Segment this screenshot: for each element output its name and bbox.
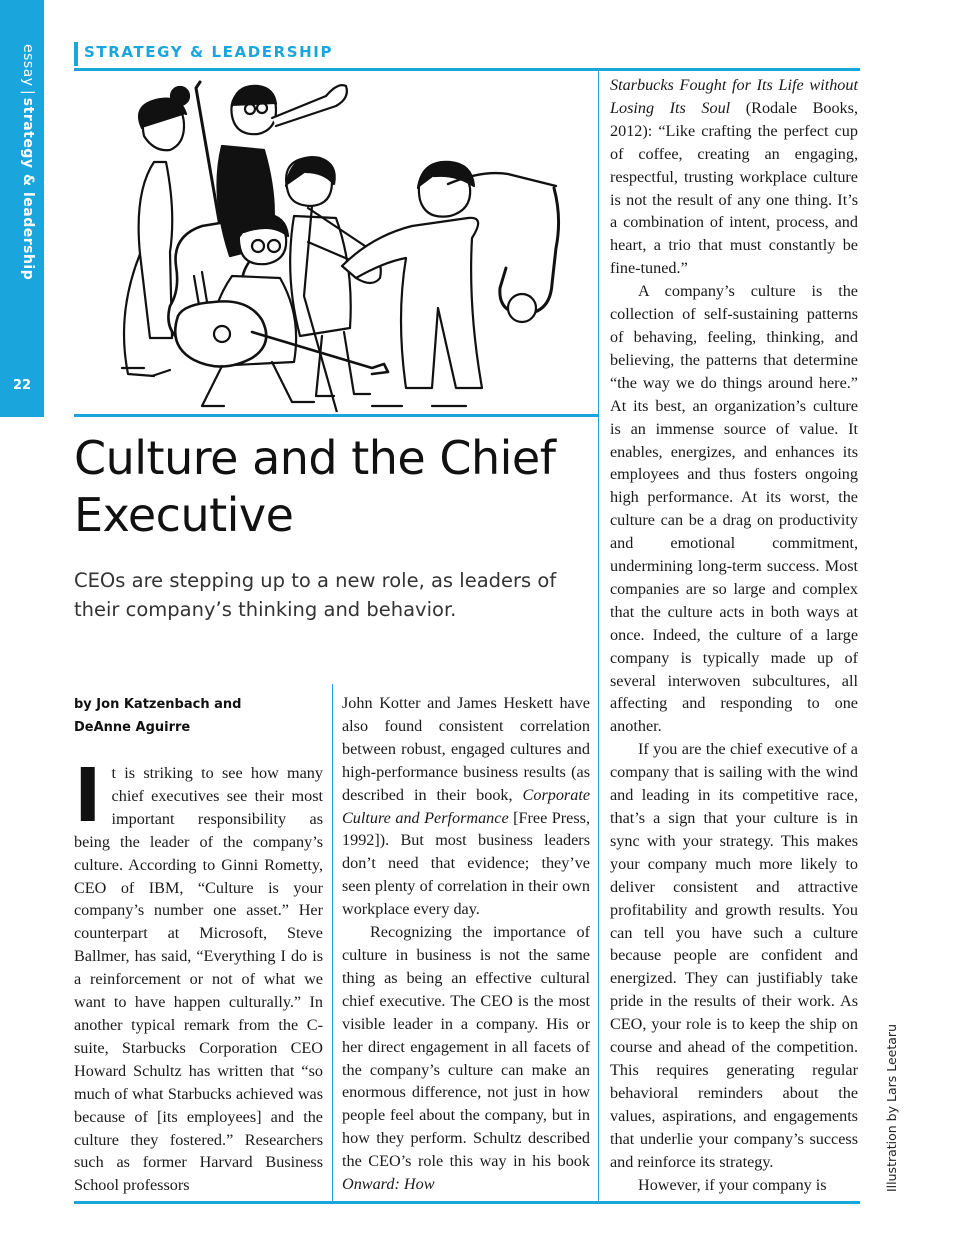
article-column-1 [74, 753, 323, 1197]
sidebar-category-prefix: essay [20, 44, 36, 87]
saxophone-player [342, 162, 559, 406]
section-label: STRATEGY & LEADERSHIP [84, 43, 334, 61]
sidebar-category-name: strategy & leadership [20, 97, 36, 281]
body-paragraph [610, 74, 858, 280]
article-column-2 [342, 692, 590, 1196]
body-paragraph [74, 753, 323, 1197]
column-divider [332, 684, 333, 1202]
article-deck: CEOs are stepping up to a new role, as leaders of their company’s thinking and behavior. [74, 569, 557, 621]
top-rule [74, 68, 860, 71]
illustration-credit: Illustration by Lars Leetaru [884, 1024, 899, 1192]
article-column-3 [610, 74, 858, 1196]
body-text: Recognizing the importance of culture in business is not the same thing as being an effective cultural chief executive. The CEO is the most visible leader in a company. His or her direct engagement in all facets of the company’s culture can make an enormous difference, not just in how people feel about the company, but in how they perform. Schultz described the CEO’s role this way in his book [342, 923, 590, 1171]
byline [74, 693, 324, 739]
body-text: t is striking to see how many chief executives see their most important responsibility as being the leader of the company’s culture. According to Ginni Rometty, CEO of IBM, “Culture is your company’s number one asset.” Her counterpart at Microsoft, Steve Ballmer, has said, “Everything I do is a reinforcement or not of what we want to have happen culturally.” In another typical remark from the C-suite, Starbucks Corporation CEO Howard Schultz has written that “so much of what Starbucks achieved was because of [its employees] and the culture they fostered.” Researchers such as former Harvard Business School professors [74, 764, 323, 1195]
bottom-rule [74, 1201, 860, 1204]
illustration-rule [74, 414, 598, 417]
byline-line-1: by Jon Katzenbach and [74, 697, 242, 712]
body-paragraph: A company’s culture is the collection of self-sustaining patterns of behaving, feeling, thinking, and believing, the patterns that determine “the way we do things around here.” At its best, an organization’s culture is an immense source of value. It enables, energizes, and enhances its employees and thus fosters ongoing high performance. At its worst, the culture can be a drag on productivity and emotional commitment, undermining long-term success. Most companies are so large and complex that the culture acts in both ways at once. Indeed, the culture of a large company is typically made up of several interwoven subcultures, all affecting and responding to one another. [610, 282, 858, 736]
sidebar-category [8, 44, 36, 294]
body-text: (Rodale Books, 2012): “Like crafting the perfect cup of coffee, creating an engaging, respectful, trusting workplace culture is not the result of any one thing. It’s a combination of intent, process, and heart, a trio that must constantly be fine-tuned.” [610, 98, 858, 278]
book-title: Corporate Culture and Performance [342, 785, 591, 827]
sidebar-tab [0, 0, 44, 417]
byline-line-2: DeAnne Aguirre [74, 720, 191, 735]
body-paragraph [342, 921, 590, 1196]
page-number: 22 [12, 378, 32, 393]
body-text: [Free Press, 1992]). But most business leaders don’t need that evidence; they’ve seen plenty of correlation in their own workplace every day. [342, 808, 591, 919]
book-title: Starbucks Fought for Its Life without Losing Its Soul [610, 76, 858, 117]
book-title: Onward: How [342, 1175, 435, 1194]
column-divider [598, 71, 599, 1202]
trombone-player [286, 157, 381, 412]
jazz-band-illustration [82, 76, 592, 412]
body-paragraph: However, if your company is [638, 1175, 827, 1194]
body-text: John Kotter and James Heskett have also found consistent correlation between robust, engaged cultures and high-performance business results (as described in their book, [342, 694, 590, 804]
drop-cap: I [74, 753, 102, 839]
section-marker [74, 42, 78, 66]
article-headline: Culture and the Chief Executive [74, 431, 556, 542]
body-paragraph: If you are the chief executive of a company that is sailing with the wind and leading in its competitive race, that’s a sign that your culture is in sync with your strategy. This makes your company much more likely to deliver consistent and attractive profitability and growth results. You can tell you have such a culture because people are confident and energized. They can justifiably take pride in the results of their work. As CEO, your role is to keep the ship on course and ahead of the competition. This requires generating regular behavioral reminders about the values, aspirations, and engagements that underlie your company’s success and reinforce its strategy. [610, 740, 858, 1171]
body-paragraph [342, 692, 590, 921]
sidebar-separator: | [20, 89, 36, 95]
